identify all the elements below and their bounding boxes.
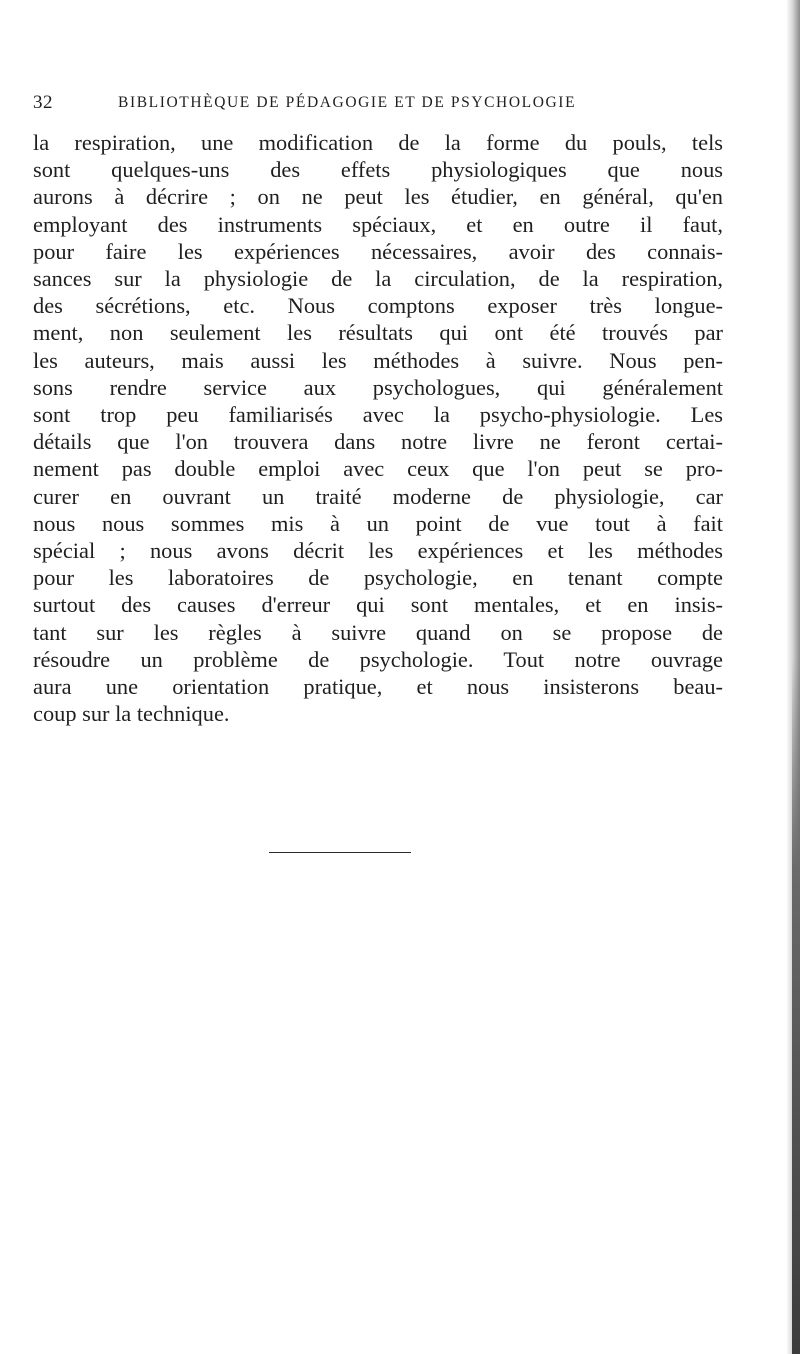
text-line: aurons à décrire ; on ne peut les étudier, en général, qu'en	[33, 184, 723, 210]
text-line: pour les laboratoires de psychologie, en tenant compte	[33, 565, 723, 591]
body-paragraph	[33, 129, 723, 727]
text-line: sons rendre service aux psychologues, qui généralement	[33, 374, 723, 400]
text-line: sont trop peu familiarisés avec la psycho-physiologie. Les	[33, 402, 723, 428]
text-line: employant des instruments spéciaux, et en outre il faut,	[33, 211, 723, 237]
text-line: sances sur la physiologie de la circulation, de la respiration,	[33, 266, 723, 292]
running-title: BIBLIOTHÈQUE DE PÉDAGOGIE ET DE PSYCHOLOGIE	[118, 94, 577, 111]
text-line: tant sur les règles à suivre quand on se propose de	[33, 619, 723, 645]
text-line: résoudre un problème de psychologie. Tout notre ouvrage	[33, 646, 723, 672]
page-edge-binding	[792, 660, 800, 1354]
text-line: détails que l'on trouvera dans notre livre ne feront certai-	[33, 429, 723, 455]
text-line: des sécrétions, etc. Nous comptons exposer très longue-	[33, 293, 723, 319]
page-header	[33, 92, 723, 122]
text-line: coup sur la technique.	[33, 701, 230, 727]
text-line: sont quelques-uns des effets physiologiques que nous	[33, 157, 723, 183]
text-line: la respiration, une modification de la forme du pouls, tels	[33, 130, 723, 155]
text-line: curer en ouvrant un traité moderne de physiologie, car	[33, 483, 723, 509]
text-line: nement pas double emploi avec ceux que l'on peut se pro-	[33, 456, 723, 482]
text-line: nous nous sommes mis à un point de vue tout à fait	[33, 510, 723, 536]
text-line: surtout des causes d'erreur qui sont mentales, et en insis-	[33, 592, 723, 618]
section-divider	[269, 852, 411, 853]
text-line: aura une orientation pratique, et nous insisterons beau-	[33, 674, 723, 700]
text-line: ment, non seulement les résultats qui ont été trouvés par	[33, 320, 723, 346]
page-number: 32	[33, 92, 53, 113]
text-line: les auteurs, mais aussi les méthodes à suivre. Nous pen-	[33, 347, 723, 373]
text-line: pour faire les expériences nécessaires, avoir des connais-	[33, 238, 723, 264]
text-line: spécial ; nous avons décrit les expériences et les méthodes	[33, 538, 723, 564]
